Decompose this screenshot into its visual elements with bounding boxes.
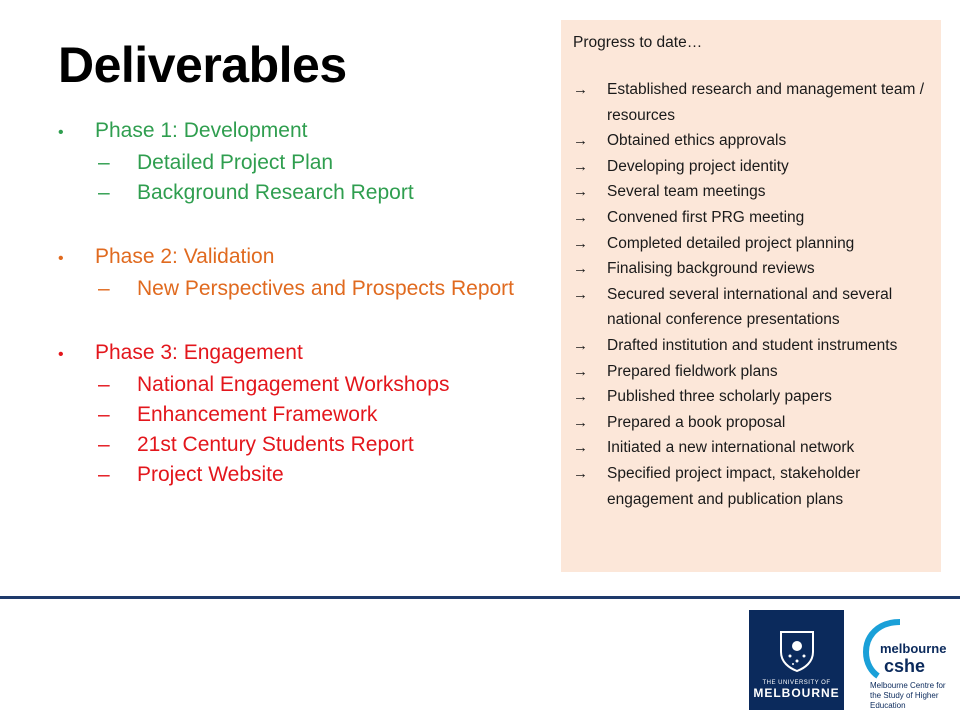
progress-item <box>573 179 929 205</box>
bullet-icon: • <box>58 124 64 141</box>
deliverable-item: Background Research Report <box>137 181 414 204</box>
progress-heading: Progress to date… <box>573 34 703 51</box>
progress-item-text: Initiated a new international network <box>607 439 855 457</box>
progress-item-text: Prepared fieldwork plans <box>607 362 778 380</box>
progress-item <box>573 256 929 282</box>
progress-item-text: Obtained ethics approvals <box>607 132 787 150</box>
progress-item <box>573 359 929 385</box>
deliverable-item: Project Website <box>137 463 284 486</box>
dash-icon: – <box>98 403 110 426</box>
footer-divider <box>0 596 960 599</box>
dash-icon: – <box>98 181 110 204</box>
bullet-icon: • <box>58 346 64 363</box>
arrow-right-icon: → <box>573 183 588 201</box>
progress-item-text: Prepared a book proposal <box>607 413 786 431</box>
arrow-right-icon: → <box>573 81 588 98</box>
arrow-right-icon: → <box>573 285 588 303</box>
dash-icon: – <box>98 373 110 396</box>
progress-item <box>573 154 929 180</box>
deliverable-item: Enhancement Framework <box>137 403 378 426</box>
arrow-right-icon: → <box>573 336 588 354</box>
phase-label: Phase 2: Validation <box>95 245 275 268</box>
arrow-right-icon: → <box>573 260 588 278</box>
arrow-right-icon: → <box>573 464 588 482</box>
deliverable-item: 21st Century Students Report <box>137 433 414 456</box>
phase-1 <box>58 116 528 208</box>
arrow-right-icon: → <box>573 413 588 431</box>
logo-text: Melbourne Centre for the Study of Higher Education <box>870 681 946 710</box>
logo-text: melbourne <box>880 641 947 656</box>
progress-panel <box>561 20 941 572</box>
dash-icon: – <box>98 151 110 174</box>
arrow-right-icon: → <box>573 388 588 406</box>
progress-item-text: Published three scholarly papers <box>607 388 832 406</box>
phase-label: Phase 3: Engagement <box>95 341 303 364</box>
arrow-right-icon: → <box>573 132 588 150</box>
arrow-right-icon: → <box>573 234 588 252</box>
progress-item-text: Developing project identity <box>607 157 789 175</box>
arrow-right-icon: → <box>573 157 588 175</box>
progress-item-text: Drafted institution and student instruments <box>607 336 898 354</box>
phase-2 <box>58 242 528 304</box>
logo-text: MELBOURNE <box>753 686 840 700</box>
arrow-right-icon: → <box>573 362 588 380</box>
progress-item-text: Established research and management team / resources <box>607 81 925 124</box>
logo-text: cshe <box>884 656 926 676</box>
progress-item-text: Secured several international and several national conference presentations <box>607 285 893 329</box>
deliverable-item: New Perspectives and Prospects Report <box>137 277 515 300</box>
progress-item-text: Specified project impact, stakeholder engagement and publication plans <box>607 464 861 508</box>
progress-item <box>573 435 929 461</box>
bullet-icon: • <box>58 250 64 267</box>
dash-icon: – <box>98 433 110 456</box>
progress-item <box>573 77 929 128</box>
progress-item <box>573 410 929 436</box>
progress-item-text: Convened first PRG meeting <box>607 208 805 226</box>
melbourne-cshe-logo <box>860 616 960 710</box>
progress-item <box>573 384 929 410</box>
phase-label: Phase 1: Development <box>95 119 308 142</box>
progress-item <box>573 205 929 231</box>
arrow-right-icon: → <box>573 439 588 457</box>
progress-item <box>573 333 929 359</box>
deliverable-item: National Engagement Workshops <box>137 373 450 396</box>
logo-text: THE UNIVERSITY OF <box>762 680 831 686</box>
progress-item <box>573 461 929 512</box>
progress-item-text: Finalising background reviews <box>607 260 815 278</box>
progress-item <box>573 128 929 154</box>
progress-item-text: Completed detailed project planning <box>607 234 855 252</box>
crest-icon <box>777 628 817 672</box>
progress-item <box>573 231 929 257</box>
dash-icon: – <box>98 277 110 300</box>
phase-list <box>58 116 528 524</box>
deliverable-item: Detailed Project Plan <box>137 151 334 174</box>
progress-item <box>573 282 929 333</box>
phase-3 <box>58 338 528 490</box>
dash-icon: – <box>98 463 110 486</box>
arrow-right-icon: → <box>573 208 588 226</box>
slide-title: Deliverables <box>58 37 347 93</box>
university-of-melbourne-logo <box>749 610 844 710</box>
progress-item-text: Several team meetings <box>607 183 766 201</box>
